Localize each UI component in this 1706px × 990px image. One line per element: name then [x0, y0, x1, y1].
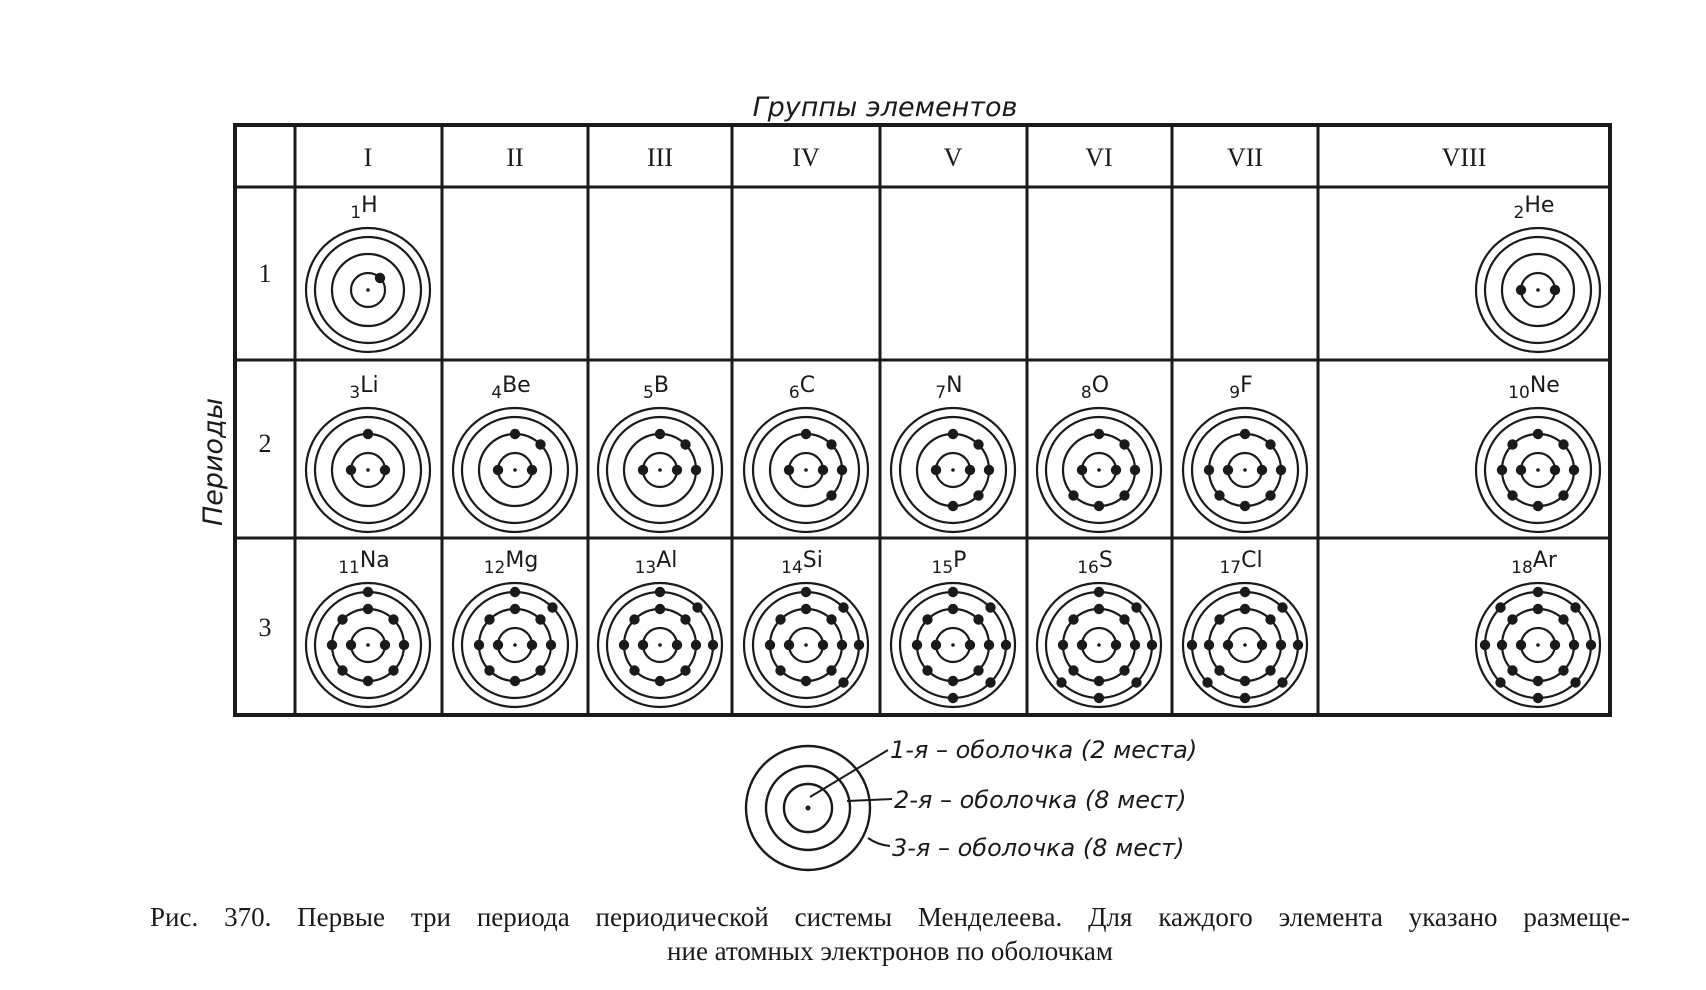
atomic-number: 9 [1229, 383, 1241, 403]
electron [912, 640, 922, 650]
electron [1570, 602, 1580, 612]
electron [1533, 429, 1543, 439]
legend-shell-3: 3-я – оболочка (8 мест) [892, 834, 1185, 862]
group-header: III [647, 143, 673, 172]
element-symbol: He [1524, 193, 1555, 218]
electron [399, 640, 409, 650]
nucleus [1097, 468, 1101, 472]
electron [1497, 640, 1507, 650]
group-header: I [363, 143, 373, 172]
electron [1094, 676, 1104, 686]
element-symbol: Li [360, 373, 379, 398]
electron [680, 439, 690, 449]
nucleus [658, 643, 662, 647]
electron [1558, 614, 1568, 624]
electron [1558, 490, 1568, 500]
electron [837, 465, 847, 475]
legend-shell-1: 1-я – оболочка (2 места) [890, 736, 1198, 764]
electron [973, 439, 983, 449]
element-label [932, 548, 967, 578]
legend-atom [746, 746, 870, 870]
element-label [349, 373, 378, 403]
nucleus [513, 468, 517, 472]
electron [1265, 614, 1275, 624]
electron [638, 465, 648, 475]
electron [775, 614, 785, 624]
atom [891, 583, 1015, 707]
electron [1586, 640, 1596, 650]
electron [1257, 640, 1267, 650]
atom [1183, 583, 1307, 707]
electron [1068, 614, 1078, 624]
electron [784, 640, 794, 650]
electron [1068, 490, 1078, 500]
atom [453, 408, 577, 532]
electron [1558, 439, 1568, 449]
electron [1533, 587, 1543, 597]
electron [1131, 677, 1141, 687]
electron [784, 465, 794, 475]
legend-leader-line [868, 838, 890, 846]
electron [1094, 604, 1104, 614]
nucleus [658, 468, 662, 472]
element-label [350, 193, 377, 223]
electron [1550, 285, 1560, 295]
atomic-number: 14 [781, 558, 803, 578]
electron [388, 665, 398, 675]
electron [1507, 490, 1517, 500]
electron [1214, 490, 1224, 500]
electron [1507, 439, 1517, 449]
electron [672, 640, 682, 650]
electron [547, 602, 557, 612]
element-label [635, 548, 678, 578]
electron [931, 640, 941, 650]
element-label [1219, 548, 1262, 578]
electron [510, 429, 520, 439]
element-symbol: N [946, 373, 963, 398]
electron [363, 429, 373, 439]
electron [510, 587, 520, 597]
electron [1240, 676, 1250, 686]
electron [973, 614, 983, 624]
electron [1077, 465, 1087, 475]
caption-line-1: Рис. 370. Первые три периода периодической системы Менделеева. Для каждого элемента указано размеще- [150, 902, 1630, 932]
electron [1111, 640, 1121, 650]
electron [1068, 665, 1078, 675]
electron [655, 429, 665, 439]
atomic-number: 10 [1508, 383, 1530, 403]
groups-title: Группы элементов [752, 92, 1018, 123]
electron [1516, 640, 1526, 650]
electron [1214, 614, 1224, 624]
caption-line-2: ние атомных электронов по оболочкам [667, 936, 1113, 966]
electron [1204, 640, 1214, 650]
nucleus [951, 643, 955, 647]
electron [1111, 465, 1121, 475]
electron [801, 676, 811, 686]
electron [672, 465, 682, 475]
electron [837, 640, 847, 650]
electron [948, 587, 958, 597]
electron [388, 614, 398, 624]
electron [1533, 676, 1543, 686]
electron [1119, 490, 1129, 500]
electron [484, 665, 494, 675]
electron [1533, 604, 1543, 614]
electron [1147, 640, 1157, 650]
electron [527, 465, 537, 475]
electron [629, 665, 639, 675]
electron [346, 640, 356, 650]
element-symbol: Si [802, 548, 823, 573]
electron [965, 640, 975, 650]
electron [1276, 465, 1286, 475]
electron [1569, 640, 1579, 650]
electron [691, 465, 701, 475]
atomic-number: 3 [349, 383, 361, 403]
period-labels [259, 259, 272, 642]
electron [931, 465, 941, 475]
electron [775, 665, 785, 675]
electron [1516, 465, 1526, 475]
electron [826, 439, 836, 449]
period-label: 3 [258, 613, 272, 642]
nucleus [951, 468, 955, 472]
atomic-number: 11 [338, 558, 360, 578]
electron [1265, 439, 1275, 449]
electron [922, 665, 932, 675]
atom [1037, 583, 1161, 707]
electron [1533, 501, 1543, 511]
electron [1293, 640, 1303, 650]
nucleus [366, 468, 370, 472]
element-label [491, 373, 530, 403]
element-label [1077, 548, 1113, 578]
electron [375, 273, 385, 283]
atom [891, 408, 1015, 532]
legend-leader-line [847, 799, 892, 801]
electron [818, 640, 828, 650]
electron [484, 614, 494, 624]
element-label [935, 373, 962, 403]
atom [598, 583, 722, 707]
electron [527, 640, 537, 650]
electron [948, 676, 958, 686]
element-label [1511, 548, 1558, 578]
atom [1037, 408, 1161, 532]
electron [1058, 640, 1068, 650]
electron [1569, 465, 1579, 475]
atom [744, 408, 868, 532]
electron [1130, 465, 1140, 475]
figure-caption [150, 900, 1630, 968]
atomic-number: 17 [1219, 558, 1242, 578]
atom [306, 228, 430, 352]
electron [1277, 602, 1287, 612]
electron [1570, 677, 1580, 687]
electron [1265, 665, 1275, 675]
electron [1187, 640, 1197, 650]
electron [826, 665, 836, 675]
electron [337, 614, 347, 624]
legend-shell-2: 2-я – оболочка (8 мест) [894, 786, 1187, 814]
period-label: 2 [258, 429, 272, 458]
electron [1223, 465, 1233, 475]
atom [306, 408, 430, 532]
electron [973, 490, 983, 500]
electron [801, 604, 811, 614]
legend-leader-line [810, 750, 888, 797]
electron [1119, 614, 1129, 624]
nucleus [1243, 468, 1247, 472]
element-symbol: Ne [1529, 373, 1560, 398]
electron [493, 465, 503, 475]
group-header: V [943, 143, 963, 172]
atomic-number: 1 [350, 203, 362, 223]
shell-legend [746, 736, 1197, 870]
electron [638, 640, 648, 650]
electron [1550, 640, 1560, 650]
electron [1240, 587, 1250, 597]
electron [510, 676, 520, 686]
electron [948, 604, 958, 614]
electron [1480, 640, 1490, 650]
group-header: VI [1085, 143, 1113, 172]
electron [1497, 465, 1507, 475]
element-label [338, 548, 390, 578]
electron [680, 614, 690, 624]
electron [1077, 640, 1087, 650]
electron [655, 604, 665, 614]
atom [1183, 408, 1307, 532]
electron [655, 587, 665, 597]
element-symbol: P [953, 548, 967, 573]
electron [826, 490, 836, 500]
element-symbol: Ar [1532, 548, 1557, 573]
electron [948, 501, 958, 511]
electron [1265, 490, 1275, 500]
electron [984, 465, 994, 475]
electron [838, 677, 848, 687]
electron [1277, 677, 1287, 687]
electron [801, 587, 811, 597]
atom [1476, 228, 1600, 352]
electron [1507, 665, 1517, 675]
element-symbol: Al [656, 548, 678, 573]
electron [1276, 640, 1286, 650]
electron [363, 604, 373, 614]
element-label [1514, 193, 1555, 223]
electron [1507, 614, 1517, 624]
electron [1204, 465, 1214, 475]
electron [1240, 501, 1250, 511]
electron [380, 465, 390, 475]
element-label [789, 373, 815, 403]
element-label [1081, 373, 1109, 403]
nucleus [1097, 643, 1101, 647]
electron [838, 602, 848, 612]
element-symbol: S [1098, 548, 1113, 573]
electron [363, 676, 373, 686]
atomic-number: 16 [1077, 558, 1099, 578]
electron [1516, 285, 1526, 295]
atomic-number: 4 [491, 383, 503, 403]
electron [327, 640, 337, 650]
electron [1495, 677, 1505, 687]
electron [973, 665, 983, 675]
electron [1240, 429, 1250, 439]
atomic-number: 18 [1511, 558, 1533, 578]
electron [1056, 677, 1066, 687]
electron [535, 614, 545, 624]
atomic-number: 8 [1080, 383, 1092, 403]
atomic-number: 13 [634, 558, 657, 578]
electron [1223, 640, 1233, 650]
electron [1130, 640, 1140, 650]
atom [1476, 583, 1600, 707]
electron [854, 640, 864, 650]
nucleus [366, 643, 370, 647]
electron [1533, 693, 1543, 703]
electron [1094, 693, 1104, 703]
electron [474, 640, 484, 650]
electron [965, 465, 975, 475]
electron [493, 640, 503, 650]
legend-nucleus [806, 806, 811, 811]
electron [985, 602, 995, 612]
electron [655, 676, 665, 686]
nucleus [1536, 643, 1540, 647]
electron [1119, 439, 1129, 449]
atom [306, 583, 430, 707]
electron [692, 602, 702, 612]
atomic-number: 5 [643, 383, 654, 403]
electron [922, 614, 932, 624]
electron [948, 693, 958, 703]
electron [1202, 677, 1212, 687]
electron [535, 665, 545, 675]
electron [1240, 693, 1250, 703]
group-header: IV [792, 143, 820, 172]
nucleus [1243, 643, 1247, 647]
atom-diagrams [306, 193, 1600, 707]
periods-title: Периоды [198, 397, 229, 527]
electron [985, 677, 995, 687]
electron [619, 640, 629, 650]
electron [629, 614, 639, 624]
electron [1214, 665, 1224, 675]
atomic-number: 7 [935, 383, 947, 403]
electron [535, 439, 545, 449]
atomic-number: 6 [788, 383, 800, 403]
electron [818, 465, 828, 475]
electron [984, 640, 994, 650]
element-symbol: Na [359, 548, 390, 573]
electron [337, 665, 347, 675]
electron [510, 604, 520, 614]
electron [1119, 665, 1129, 675]
electron [1550, 465, 1560, 475]
element-symbol: Be [502, 373, 531, 398]
element-symbol: O [1091, 373, 1110, 398]
element-symbol: F [1240, 373, 1253, 398]
electron [680, 665, 690, 675]
electron [1240, 604, 1250, 614]
electron [826, 614, 836, 624]
electron [1558, 665, 1568, 675]
nucleus [804, 643, 808, 647]
group-header: VIII [1441, 143, 1487, 172]
period-label: 1 [258, 259, 272, 288]
electron [1094, 429, 1104, 439]
electron [346, 465, 356, 475]
electron [948, 429, 958, 439]
group-header: VII [1226, 143, 1264, 172]
atomic-number: 12 [483, 558, 506, 578]
atom [1476, 408, 1600, 532]
electron [765, 640, 775, 650]
electron [1257, 465, 1267, 475]
element-symbol: C [799, 373, 816, 398]
nucleus [804, 468, 808, 472]
electron [691, 640, 701, 650]
element-label [1229, 373, 1252, 403]
atomic-number: 2 [1513, 203, 1525, 223]
electron [546, 640, 556, 650]
element-symbol: Cl [1241, 548, 1263, 573]
electron [1131, 602, 1141, 612]
electron [801, 429, 811, 439]
nucleus [1536, 288, 1540, 292]
element-symbol: B [653, 373, 669, 398]
electron [1094, 501, 1104, 511]
atom [744, 583, 868, 707]
element-symbol: Mg [505, 548, 539, 573]
electron [380, 640, 390, 650]
atom [453, 583, 577, 707]
nucleus [1536, 468, 1540, 472]
electron [363, 587, 373, 597]
element-label [484, 548, 539, 578]
element-symbol: H [361, 193, 378, 218]
electron [1495, 602, 1505, 612]
electron [1001, 640, 1011, 650]
electron [1094, 587, 1104, 597]
nucleus [366, 288, 370, 292]
element-label [1508, 373, 1560, 403]
group-header: II [506, 143, 524, 172]
nucleus [513, 643, 517, 647]
element-label [643, 373, 669, 403]
element-label [781, 548, 823, 578]
electron [708, 640, 718, 650]
atom [598, 408, 722, 532]
atomic-number: 15 [931, 558, 954, 578]
